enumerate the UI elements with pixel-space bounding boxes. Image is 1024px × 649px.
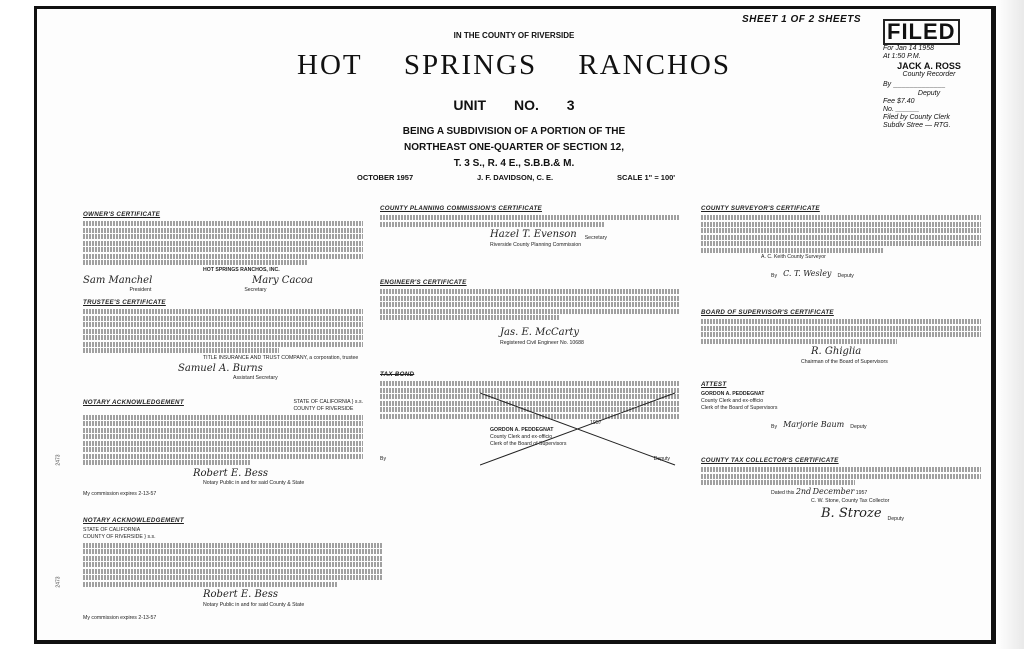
taxbond-role-1: County Clerk and ex-officio: [490, 434, 553, 441]
trustee-signature: Samuel A. Burns: [178, 362, 263, 374]
recorder-title: County Recorder: [902, 71, 956, 79]
filed-by: By: [883, 81, 892, 89]
filed-date: For Jan 14 1958: [883, 45, 934, 52]
description-line: NORTHEAST ONE-QUARTER OF SECTION 12,: [403, 142, 624, 153]
county-line: IN THE COUNTY OF RIVERSIDE: [453, 31, 575, 40]
attest-certificate: [701, 381, 981, 431]
surveyor-role: County Surveyor: [787, 254, 826, 261]
surveyor-deputy: Deputy: [837, 273, 854, 280]
planning-commission-certificate: [380, 205, 680, 249]
surveyor-name: A. C. Keith: [761, 254, 786, 261]
taxcollector-month: December: [812, 487, 855, 497]
attest-role-2: Clerk of the Board of Supervisors: [701, 405, 778, 412]
taxcollector-dated: Dated this: [771, 490, 795, 497]
planning-org: Riverside County Planning Commission: [490, 241, 582, 248]
attest-heading: ATTEST: [701, 381, 727, 388]
owner-signature-2: Mary Cacoa: [251, 274, 313, 286]
filed-no-label: No.: [883, 105, 894, 113]
notary-acknowledgement-2: [83, 517, 383, 622]
notary-1-county: COUNTY OF RIVERSIDE: [293, 406, 354, 413]
taxbond-heading: TAX BOND: [380, 371, 415, 378]
surveyor-heading: COUNTY SURVEYOR'S CERTIFICATE: [701, 205, 820, 212]
map-engineer: J. F. DAVIDSON, C. E.: [477, 173, 554, 182]
engineer-signature: Jas. E. McCarty: [500, 327, 580, 339]
taxbond-officer: GORDON A. PEDDEGNAT: [490, 427, 554, 434]
supervisors-role: Chairman of the Board of Supervisors: [801, 358, 888, 365]
attest-deputy: Deputy: [850, 424, 867, 431]
filed-stamp: FILED For Jan 14 1958 At 1:50 P.M. JACK A. ROSS County Recorder By _____________ Deputy Fee $7.40 No. ______ Filed by County Clerk Subdiv Stree — RTG.: [883, 19, 975, 149]
trustee-role: Assistant Secretary: [233, 375, 278, 382]
notary-1-signature: Robert E. Bess: [193, 467, 269, 479]
notary-1-expires: My commission expires 2-13-57: [83, 491, 157, 498]
filed-deputy: Deputy: [917, 89, 941, 97]
notary-2-expires: My commission expires 2-13-57: [83, 614, 157, 621]
surveyor-signature: C. T. Wesley: [783, 269, 832, 279]
notary-2-role: Notary Public in and for said County & State: [203, 601, 305, 608]
planning-signature: Hazel T. Evenson: [490, 229, 577, 241]
taxcollector-name: C. W. Stone, County Tax Collector: [811, 498, 890, 505]
county-surveyor-certificate: [701, 205, 981, 280]
planning-heading: COUNTY PLANNING COMMISSION'S CERTIFICATE: [380, 205, 542, 212]
margin-mark: 2473: [55, 454, 62, 466]
owner-signature-1: Sam Manchel: [83, 274, 153, 286]
supervisors-heading: BOARD OF SUPERVISOR'S CERTIFICATE: [701, 309, 834, 316]
margin-mark: 2473: [55, 576, 62, 588]
title-word: HOT: [297, 49, 363, 81]
map-date: OCTOBER 1957: [357, 173, 414, 182]
notary-2-county: COUNTY OF RIVERSIDE } s.s.: [83, 534, 156, 541]
unit-line: [37, 97, 991, 113]
unit-label: UNIT: [453, 97, 487, 113]
notary-1-state: STATE OF CALIFORNIA } s.s.: [293, 399, 363, 405]
attest-signature: Marjorie Baum: [783, 420, 845, 430]
attest-officer: GORDON A. PEDDEGNAT: [701, 391, 765, 398]
notary-1-heading: NOTARY ACKNOWLEDGEMENT: [83, 399, 184, 406]
filed-stamp-title: FILED: [883, 19, 960, 45]
taxcollector-signature: B. Stroze: [821, 506, 882, 522]
subdivision-map-sheet: [34, 6, 996, 644]
fee-value: $7.40: [897, 97, 915, 105]
supervisors-signature: R. Ghiglia: [811, 346, 862, 358]
unit-no-label: NO.: [513, 97, 539, 113]
notary-2-signature: Robert E. Bess: [203, 589, 279, 601]
title-word: RANCHOS: [578, 49, 731, 81]
taxcollector-heading: COUNTY TAX COLLECTOR'S CERTIFICATE: [701, 457, 839, 464]
description-line: BEING A SUBDIVISION OF A PORTION OF THE: [402, 126, 626, 137]
owner-role-2: Secretary: [244, 287, 267, 294]
scan-right-shadow: [996, 0, 1024, 649]
taxbond-deputy: Deputy: [653, 456, 670, 463]
notary-acknowledgement-1: [83, 399, 363, 498]
map-scale: SCALE 1" = 100': [617, 173, 676, 182]
owners-certificate-heading: OWNER'S CERTIFICATE: [83, 211, 161, 218]
board-of-supervisors-certificate: [701, 309, 981, 366]
engineer-heading: ENGINEER'S CERTIFICATE: [380, 279, 467, 286]
notary-2-state: STATE OF CALIFORNIA: [83, 527, 141, 534]
taxcollector-year: 1957: [855, 490, 868, 497]
taxbond-year: 1957: [590, 420, 602, 427]
recorder-name: JACK A. ROSS: [897, 61, 961, 72]
county-tax-collector-certificate: [701, 457, 981, 523]
fee-label: Fee: [883, 97, 896, 105]
trustees-certificate-heading: TRUSTEE'S CERTIFICATE: [83, 299, 166, 306]
planning-role: Secretary: [584, 234, 607, 241]
taxbond-by: By: [380, 456, 387, 463]
unit-number: 3: [566, 97, 575, 113]
filed-time: At 1:50 P.M.: [883, 53, 921, 61]
owners-certificate: [83, 211, 363, 294]
taxcollector-day: 2nd: [795, 487, 812, 497]
taxbond-strikeout: [480, 391, 680, 466]
owner-role-1: President: [129, 287, 152, 294]
filed-note-2: Subdiv Stree — RTG.: [883, 121, 951, 129]
owners-company: HOT SPRINGS RANCHOS, INC.: [203, 266, 280, 273]
surveyor-by: By: [771, 273, 778, 280]
tax-bond-certificate: [380, 371, 680, 463]
attest-role-1: County Clerk and ex-officio: [701, 398, 764, 405]
attest-by: By: [771, 424, 778, 431]
taxcollector-deputy: Deputy: [887, 515, 904, 522]
engineers-certificate: [380, 279, 680, 347]
notary-2-heading: NOTARY ACKNOWLEDGEMENT: [83, 517, 184, 524]
map-title: [37, 49, 991, 82]
description-line: T. 3 S., R. 4 E., S.B.B.& M.: [453, 158, 575, 169]
trustees-company: TITLE INSURANCE AND TRUST COMPANY, a corporation, trustee: [203, 354, 359, 361]
notary-1-role: Notary Public in and for said County & State: [203, 480, 305, 487]
title-word: SPRINGS: [403, 49, 538, 81]
filed-note-1: Filed by County Clerk: [883, 113, 950, 121]
engineer-role: Registered Civil Engineer No. 10688: [500, 339, 584, 346]
scan-left-margin: [0, 0, 34, 649]
sheet-label: SHEET 1 OF 2 SHEETS: [742, 14, 861, 25]
taxbond-role-2: Clerk of the Board of Supervisors: [490, 441, 567, 448]
trustees-certificate: [83, 299, 363, 382]
